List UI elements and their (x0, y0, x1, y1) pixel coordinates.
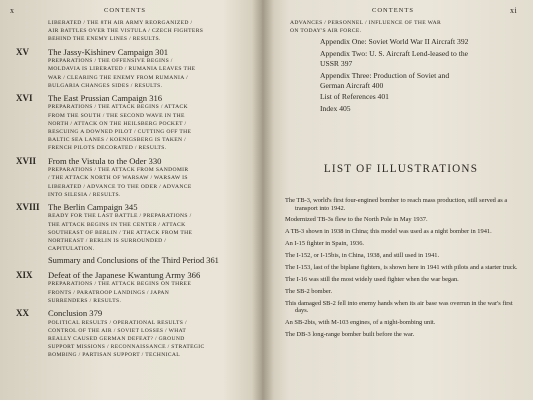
toc-desc-line: AIR BATTLES OVER THE VISTULA / CZECH FIGHTERS (48, 28, 204, 35)
appendix-three (290, 71, 510, 91)
toc-desc-line: THE ATTACK BEGINS IN THE CENTER / ATTACK (48, 221, 186, 228)
toc-desc-line: POLITICAL RESULTS / OPERATIONAL RESULTS / (48, 319, 187, 326)
toc-desc-line: NORTH / ATTACK ON THE HEILSBERG POCKET / (48, 120, 187, 127)
left-page-number: x (10, 6, 15, 15)
toc-desc-line: INTO SILESIA / RESULTS. (48, 191, 121, 198)
left-running-head: CONTENTS (104, 7, 146, 14)
chapter-description (16, 103, 252, 152)
toc-desc-line: SURRENDERS / RESULTS. (48, 297, 122, 304)
chapter-title: From the Vistula to the Oder 330 (48, 155, 162, 166)
toc-desc-line: LIBERATED / THE 8TH AIR ARMY REORGANIZED / (48, 20, 193, 26)
toc-desc-line: SUPPORT MISSIONS / RECONNAISSANCE / STRATEGIC (48, 344, 205, 351)
chapter-number: XIX (16, 269, 33, 280)
illustration-item: The DB-3 long-range bomber built before the war. (285, 331, 415, 339)
toc-desc-line: ON TODAY'S AIR FORCE. (290, 28, 362, 35)
toc-desc-line: NORTHEAST / BERLIN IS SURROUNDED / (48, 238, 167, 245)
appendix-two (290, 49, 510, 69)
toc-desc-line: ADVANCES / PERSONNEL / INFLUENCE OF THE WAR (290, 20, 442, 26)
illustration-item: The I-16 was still the most widely used fighter when the war began. (285, 275, 459, 283)
left-toc (16, 19, 252, 360)
chapter-description (16, 57, 252, 90)
chapter-number: XVIII (16, 201, 40, 212)
appendix-line: German Aircraft 400 (320, 80, 384, 90)
toc-chapter-xix (16, 270, 252, 305)
chapter-title: The Berlin Campaign 345 (48, 201, 138, 212)
toc-desc-line: PREPARATIONS / THE ATTACK FROM SANDOMIR (48, 167, 189, 174)
toc-desc-line: PREPARATIONS / THE OFFENSIVE BEGINS / (48, 58, 173, 65)
index-entry (290, 104, 510, 114)
illustration-item: An SB-2bis, with M-103 engines, of a night-bombing unit. (285, 319, 436, 327)
appendix-line: Appendix Three: Production of Soviet and (320, 70, 450, 80)
chapter-description (16, 212, 252, 253)
toc-desc-line: BULGARIA CHANGES SIDES / RESULTS. (48, 82, 163, 89)
chapter-title: Defeat of the Japanese Kwantung Army 366 (48, 269, 201, 280)
toc-desc-line: WAR / CLEARING THE ENEMY FROM RUMANIA / (48, 74, 188, 81)
chapter-description (16, 319, 252, 360)
chapter-number: XVI (16, 92, 33, 103)
right-toc (290, 19, 510, 114)
toc-continuation (16, 19, 252, 44)
toc-desc-line: FRONTS / PARATROOP LANDINGS / JAPAN (48, 289, 170, 296)
illustration-item: The I-153, last of the biplane fighters, is shown here in 1941 with pilots and a starter truck. (285, 264, 518, 272)
toc-desc-line: RESCUING A DOWNED PILOT / CUTTING OFF THE (48, 129, 192, 136)
illustration-item: The TB-3, world's first four-engined bomber to reach mass production, still served as a transport into 1942. (285, 197, 508, 212)
chapter-description (16, 280, 252, 305)
toc-desc-line: SOUTHEAST OF BERLIN / THE ATTACK FROM THE (48, 229, 193, 236)
toc-chapter-xvii (16, 156, 252, 199)
toc-desc-line: LIBERATED / ADVANCE TO THE ODER / ADVANCE (48, 183, 192, 190)
chapter-title: Conclusion 379 (48, 308, 103, 319)
toc-desc-line: BOMBING / PARTISAN SUPPORT / TECHNICAL (48, 352, 181, 359)
book-gutter (252, 0, 274, 400)
illustration-item: An I-15 fighter in Spain, 1936. (285, 240, 364, 248)
toc-desc-line: PREPARATIONS / THE ATTACK BEGINS / ATTACK (48, 104, 188, 111)
toc-chapter-xvi (16, 93, 252, 153)
chapter-description (16, 166, 252, 199)
appendix-line: Appendix Two: U. S. Aircraft Lend-leased to the (320, 49, 469, 59)
toc-desc-line: CONTROL OF THE AIR / SOVIET LOSSES / WHAT (48, 327, 187, 334)
toc-desc-line: REALLY CAUSED GERMAN DEFEAT? / GROUND (48, 335, 185, 342)
chapter-title: The Jassy-Kishinev Campaign 301 (48, 46, 169, 57)
illustration-item: The I-152, or I-15bis, in China, 1938, and still used in 1941. (285, 252, 440, 260)
toc-continuation (290, 19, 510, 35)
summary-entry: Summary and Conclusions of the Third Period 361 (48, 256, 219, 266)
chapter-number: XV (16, 46, 29, 57)
toc-chapter-xviii (16, 202, 252, 267)
toc-desc-line: CAPITULATION. (48, 246, 95, 253)
illustration-item: Modernized TB-3s flew to the North Pole in May 1937. (285, 216, 428, 224)
illustrations-heading: LIST OF ILLUSTRATIONS (323, 163, 479, 175)
toc-desc-line: / THE ATTACK NORTH OF WARSAW / WARSAW IS (48, 175, 188, 182)
illustrations-list (285, 197, 523, 343)
list-of-references (290, 92, 510, 102)
appendix-line: USSR 397 (320, 59, 353, 68)
left-page (0, 0, 262, 400)
toc-desc-line: FROM THE SOUTH / THE SECOND WAVE IN THE (48, 112, 185, 119)
right-running-head: CONTENTS (372, 7, 414, 14)
toc-desc-line: PREPARATIONS / THE ATTACK BEGINS ON THREE (48, 281, 192, 288)
right-page-number: xi (510, 6, 518, 15)
chapter-number: XX (16, 308, 29, 319)
appendix-line: Index 405 (320, 104, 351, 114)
chapter-number: XVII (16, 155, 37, 166)
illustration-item: This damaged SB-2 fell into enemy hands when its air base was overrun in the war's first days. (285, 299, 513, 315)
toc-desc-line: READY FOR THE LAST BATTLE / PREPARATIONS / (48, 213, 192, 220)
toc-chapter-xv (16, 47, 252, 90)
toc-desc-line: BEHIND THE ENEMY LINES / RESULTS. (48, 36, 161, 43)
toc-desc-line: MOLDAVIA IS LIBERATED / RUMANIA LEAVES THE (48, 66, 196, 73)
illustration-item: The SB-2 bomber. (285, 287, 333, 295)
appendix-line: List of References 401 (320, 92, 389, 102)
appendix-line: Appendix One: Soviet World War II Aircraft 392 (320, 37, 469, 47)
chapter-title: The East Prussian Campaign 316 (48, 92, 163, 103)
appendix-one (290, 37, 510, 47)
toc-chapter-xx (16, 308, 252, 360)
illustration-item: A TB-3 shown in 1938 in China; this model was used as a night bomber in 1941. (285, 228, 492, 236)
toc-desc-line: BALTIC SEA LANES / KOENIGSBERG IS TAKEN / (48, 137, 187, 144)
toc-desc-line: FRENCH PILOTS DECORATED / RESULTS. (48, 145, 167, 152)
